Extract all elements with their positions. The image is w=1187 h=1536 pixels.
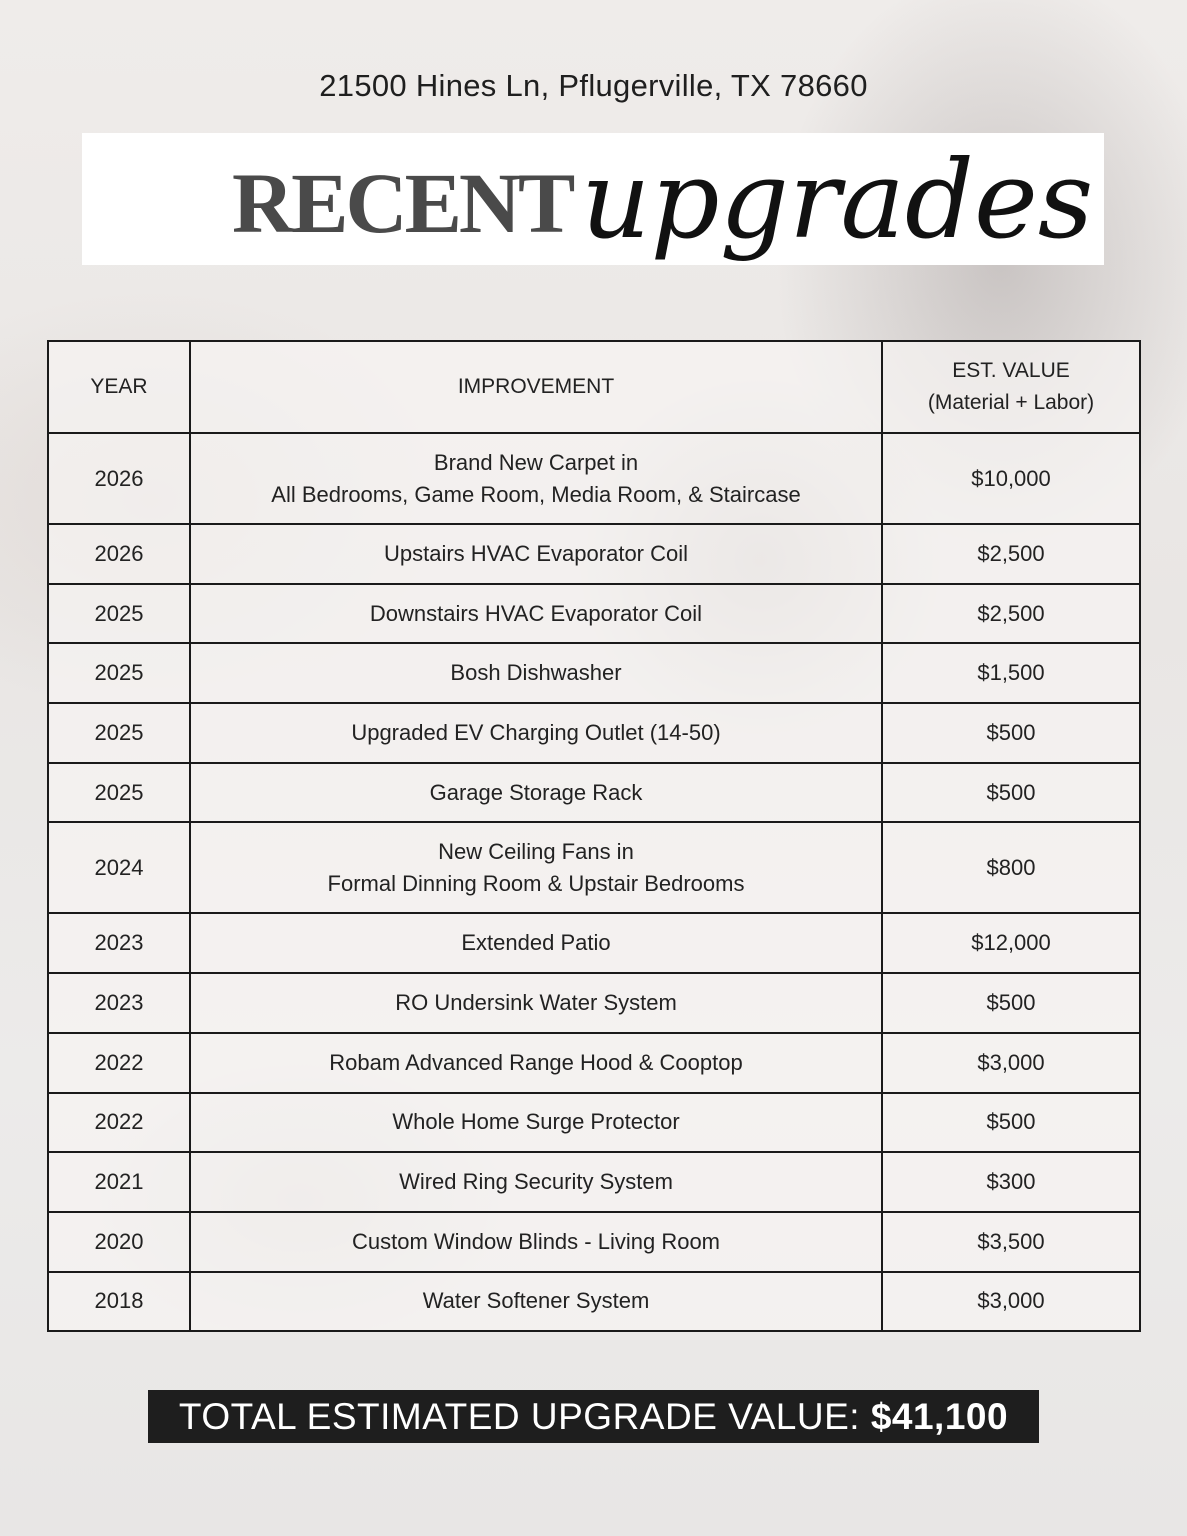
cell-est-value: $300 — [882, 1152, 1140, 1212]
cell-year: 2025 — [48, 763, 190, 823]
header-value-line1: EST. VALUE — [952, 359, 1070, 382]
cell-year: 2023 — [48, 973, 190, 1033]
table-row — [48, 913, 1140, 973]
header-year: YEAR — [48, 341, 190, 433]
improvement-line1: Bosh Dishwasher — [450, 660, 622, 686]
table-row — [48, 524, 1140, 584]
improvement-line1: Garage Storage Rack — [429, 779, 643, 805]
cell-est-value: $3,000 — [882, 1033, 1140, 1093]
table-row — [48, 1212, 1140, 1272]
cell-improvement — [190, 763, 882, 823]
title-upgrades-script — [575, 105, 1094, 315]
improvement-line1: RO Undersink Water System — [395, 989, 677, 1015]
cell-est-value: $3,000 — [882, 1272, 1140, 1332]
improvement-line1: New Ceiling Fans in — [438, 838, 634, 864]
cell-year: 2025 — [48, 643, 190, 703]
table-row — [48, 643, 1140, 703]
cell-improvement — [190, 1152, 882, 1212]
cell-improvement — [190, 913, 882, 973]
cell-year: 2020 — [48, 1212, 190, 1272]
total-value-bar — [148, 1390, 1039, 1443]
header-value-line2: (Material + Labor) — [927, 391, 1095, 414]
cell-est-value: $10,000 — [882, 433, 1140, 524]
improvement-line1: Upgraded EV Charging Outlet (14-50) — [351, 719, 721, 745]
cell-improvement — [190, 1272, 882, 1332]
improvement-line2: All Bedrooms, Game Room, Media Room, & Staircase — [271, 481, 801, 507]
cell-year: 2018 — [48, 1272, 190, 1332]
cell-year: 2023 — [48, 913, 190, 973]
improvement-line1: Upstairs HVAC Evaporator Coil — [383, 540, 689, 566]
table-row — [48, 1093, 1140, 1153]
improvement-line1: Extended Patio — [461, 930, 611, 956]
cell-year: 2026 — [48, 433, 190, 524]
table-row — [48, 1033, 1140, 1093]
cell-improvement — [190, 1093, 882, 1153]
cell-est-value: $500 — [882, 973, 1140, 1033]
cell-year: 2024 — [48, 822, 190, 913]
improvement-line1: Downstairs HVAC Evaporator Coil — [369, 600, 703, 626]
cell-year: 2025 — [48, 703, 190, 763]
cell-est-value: $800 — [882, 822, 1140, 913]
property-address: 21500 Hines Ln, Pflugerville, TX 78660 — [319, 68, 868, 103]
cell-est-value: $500 — [882, 703, 1140, 763]
table-row — [48, 763, 1140, 823]
cell-est-value: $500 — [882, 1093, 1140, 1153]
table-row — [48, 1152, 1140, 1212]
cell-year: 2025 — [48, 584, 190, 644]
cell-improvement — [190, 524, 882, 584]
table-row — [48, 822, 1140, 913]
title-recent: RECENT — [232, 155, 573, 251]
table-header-row — [48, 341, 1140, 433]
cell-est-value: $1,500 — [882, 643, 1140, 703]
cell-year: 2026 — [48, 524, 190, 584]
improvement-line1: Custom Window Blinds - Living Room — [351, 1228, 721, 1254]
cell-est-value: $12,000 — [882, 913, 1140, 973]
title-script-text: upgrades — [581, 138, 1094, 263]
cell-improvement — [190, 973, 882, 1033]
improvement-line1: Water Softener System — [422, 1288, 650, 1314]
cell-est-value: $3,500 — [882, 1212, 1140, 1272]
cell-est-value: $500 — [882, 763, 1140, 823]
table-row — [48, 703, 1140, 763]
cell-improvement — [190, 433, 882, 524]
cell-year: 2022 — [48, 1093, 190, 1153]
cell-est-value: $2,500 — [882, 584, 1140, 644]
cell-improvement — [190, 584, 882, 644]
cell-improvement — [190, 822, 882, 913]
cell-improvement — [190, 1033, 882, 1093]
table-row — [48, 433, 1140, 524]
cell-improvement — [190, 703, 882, 763]
cell-improvement — [190, 1212, 882, 1272]
improvement-line1: Brand New Carpet in — [433, 449, 639, 475]
improvement-line1: Wired Ring Security System — [399, 1169, 673, 1195]
cell-improvement — [190, 643, 882, 703]
table-row — [48, 584, 1140, 644]
header-improvement: IMPROVEMENT — [190, 341, 882, 433]
cell-est-value: $2,500 — [882, 524, 1140, 584]
improvement-line2: Formal Dinning Room & Upstair Bedrooms — [327, 870, 745, 896]
header-est-value — [882, 341, 1140, 433]
upgrades-table — [47, 340, 1141, 1332]
total-label: TOTAL ESTIMATED UPGRADE VALUE: — [178, 1396, 861, 1437]
total-amount: $41,100 — [870, 1396, 1009, 1437]
table-row — [48, 1272, 1140, 1332]
table-row — [48, 973, 1140, 1033]
improvement-line1: Robam Advanced Range Hood & Cooptop — [329, 1049, 743, 1075]
cell-year: 2022 — [48, 1033, 190, 1093]
cell-year: 2021 — [48, 1152, 190, 1212]
improvement-line1: Whole Home Surge Protector — [392, 1109, 680, 1135]
